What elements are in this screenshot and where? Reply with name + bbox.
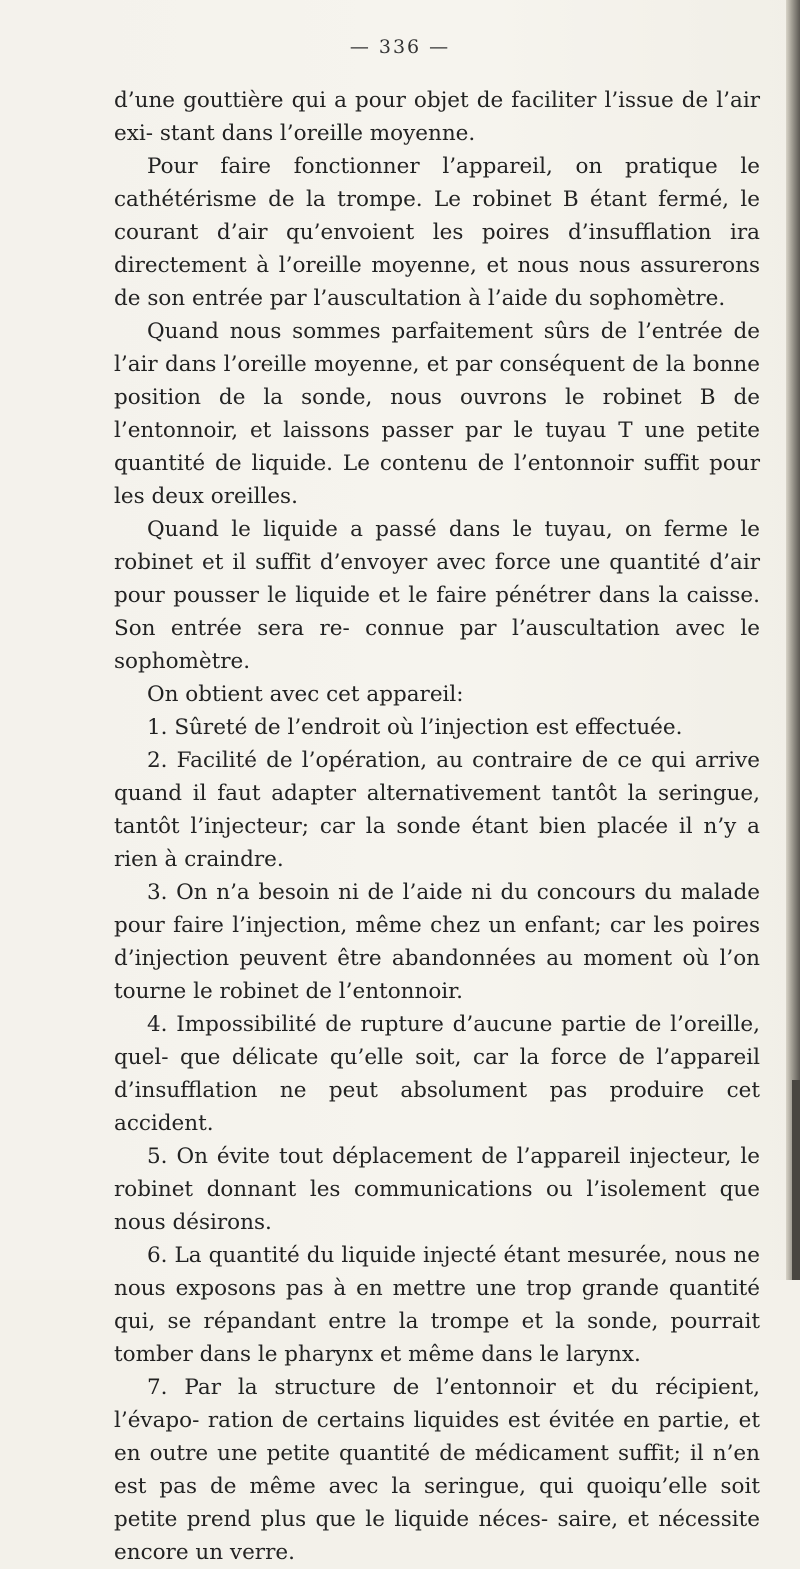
paragraph-air-entry: Quand nous sommes parfaitement sûrs de l’entrée de l’air dans l’oreille moyenne, et par conséquent de la bonne position de la sonde, nous ouvrons le robinet B de l’entonnoir, et laissons passer par le tuyau T une petite quantité de liquide. Le contenu de l’entonnoir suffit pour les deux oreilles. <box>114 319 760 509</box>
paragraph-advantages-intro: On obtient avec cet appareil: <box>147 682 464 707</box>
list-item-2: 2. Facilité de l’opération, au contraire de ce qui arrive quand il faut adapter alternativement tantôt la seringue, tantôt l’injecteur; car la sonde étant bien placée il n’y a rien à craindre. <box>114 748 760 872</box>
paragraph-procedure: Pour faire fonctionner l’appareil, on pratique le cathétérisme de la trompe. Le robinet B étant fermé, le courant d’air qu’envoient les poires d’insufflation ira directement à l’oreille moyenne, et nous nous assurerons de son entrée par l’auscultation à l’aide du sophomètre. <box>114 154 760 311</box>
list-item-7: 7. Par la structure de l’entonnoir et du récipient, l’évapo- ration de certains liquides est évitée en partie, et en outre une petite quantité de médicament suffit; il n’en est pas de même avec la seringue, qui quoiqu’elle soit petite prend plus que le liquide néces- saire, et nécessite encore un verre. <box>114 1375 760 1565</box>
list-item-4: 4. Impossibilité de rupture d’aucune partie de l’oreille, quel- que délicate qu’elle soit, car la force de l’appareil d’insufflation ne peut absolument pas produire cet accident. <box>114 1012 760 1136</box>
list-item-5: 5. On évite tout déplacement de l’appareil injecteur, le robinet donnant les communications ou l’isolement que nous désirons. <box>114 1144 760 1235</box>
list-item-1: 1. Sûreté de l’endroit où l’injection est effectuée. <box>147 715 683 740</box>
page-number: — 336 — <box>349 36 451 58</box>
list-item-3: 3. On n’a besoin ni de l’aide ni du concours du malade pour faire l’injection, même chez un enfant; car les poires d’injection peuvent être abandonnées au moment où l’on tourne le robinet de l’entonnoir. <box>114 880 760 1004</box>
body-text <box>114 84 760 1569</box>
list-item-6: 6. La quantité du liquide injecté étant mesurée, nous ne nous exposons pas à en mettre une trop grande quantité qui, se répandant entre la trompe et la sonde, pourrait tomber dans le pharynx et même dans le larynx. <box>114 1243 760 1367</box>
book-spine-shadow <box>786 0 800 1280</box>
paragraph-continuation: d’une gouttière qui a pour objet de faciliter l’issue de l’air exi- stant dans l’oreille moyenne. <box>114 88 760 146</box>
paragraph-liquid: Quand le liquide a passé dans le tuyau, on ferme le robinet et il suffit d’envoyer avec force une quantité d’air pour pousser le liquide et le faire pénétrer dans la caisse. Son entrée sera re- connue par l’auscultation avec le sophomètre. <box>114 517 760 674</box>
